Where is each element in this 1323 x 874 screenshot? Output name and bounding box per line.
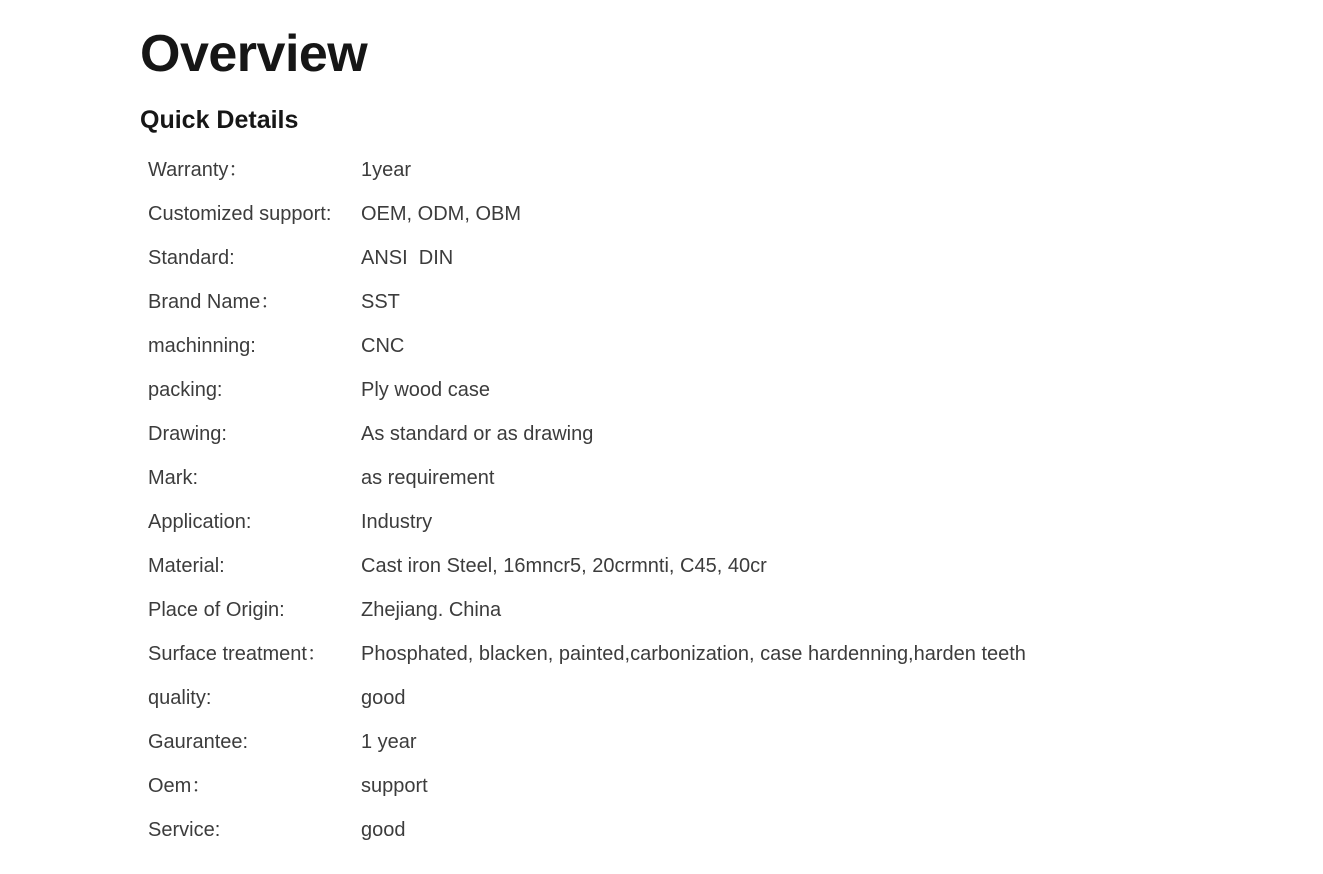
detail-label: Surface treatment： <box>148 643 327 665</box>
detail-label: packing: <box>148 379 223 401</box>
detail-row-warranty <box>148 150 1148 194</box>
detail-value: Phosphated, blacken, painted,carbonization, case hardenning,harden teeth <box>361 643 1026 665</box>
detail-value: CNC <box>361 335 405 357</box>
detail-value: 1 year <box>361 731 417 753</box>
detail-value: Ply wood case <box>361 379 490 401</box>
detail-row-oem <box>148 766 1148 810</box>
detail-value: Industry <box>361 511 433 533</box>
detail-label: Material: <box>148 555 225 577</box>
detail-label: quality: <box>148 687 212 709</box>
detail-row-quality <box>148 678 1148 722</box>
detail-value: As standard or as drawing <box>361 423 594 445</box>
detail-row-customized-support <box>148 194 1148 238</box>
detail-row-material <box>148 546 1148 590</box>
detail-row-place-of-origin <box>148 590 1148 634</box>
detail-row-surface-treatment <box>148 634 1148 678</box>
detail-row-application <box>148 502 1148 546</box>
detail-value: good <box>361 819 406 841</box>
detail-label: Warranty： <box>148 159 249 181</box>
detail-label: Standard: <box>148 247 235 269</box>
detail-row-packing <box>148 370 1148 414</box>
detail-value: 1year <box>361 159 412 181</box>
detail-value: good <box>361 687 406 709</box>
detail-row-machinning <box>148 326 1148 370</box>
detail-row-mark <box>148 458 1148 502</box>
detail-label: Mark: <box>148 467 198 489</box>
detail-value: as requirement <box>361 467 495 489</box>
section-title-quick-details: Quick Details <box>140 106 299 134</box>
detail-row-brand-name <box>148 282 1148 326</box>
detail-label: Customized support: <box>148 203 332 225</box>
detail-label: Gaurantee: <box>148 731 249 753</box>
detail-value: support <box>361 775 428 797</box>
detail-row-gaurantee <box>148 722 1148 766</box>
detail-value: Zhejiang. China <box>361 599 502 621</box>
detail-label: Application: <box>148 511 252 533</box>
detail-row-service <box>148 810 1148 854</box>
detail-label: Service: <box>148 819 221 841</box>
detail-label: Drawing: <box>148 423 227 445</box>
detail-label: Oem： <box>148 775 212 797</box>
detail-row-drawing <box>148 414 1148 458</box>
detail-row-standard <box>148 238 1148 282</box>
detail-label: Place of Origin: <box>148 599 285 621</box>
page-title: Overview <box>140 25 368 83</box>
quick-details-list <box>148 150 1148 854</box>
detail-value: SST <box>361 291 400 313</box>
detail-value: Cast iron Steel, 16mncr5, 20crmnti, C45, 40cr <box>361 555 767 577</box>
detail-label: Brand Name： <box>148 291 281 313</box>
detail-value: OEM, ODM, OBM <box>361 203 521 225</box>
detail-value: ANSI DIN <box>361 247 454 269</box>
detail-label: machinning: <box>148 335 256 357</box>
